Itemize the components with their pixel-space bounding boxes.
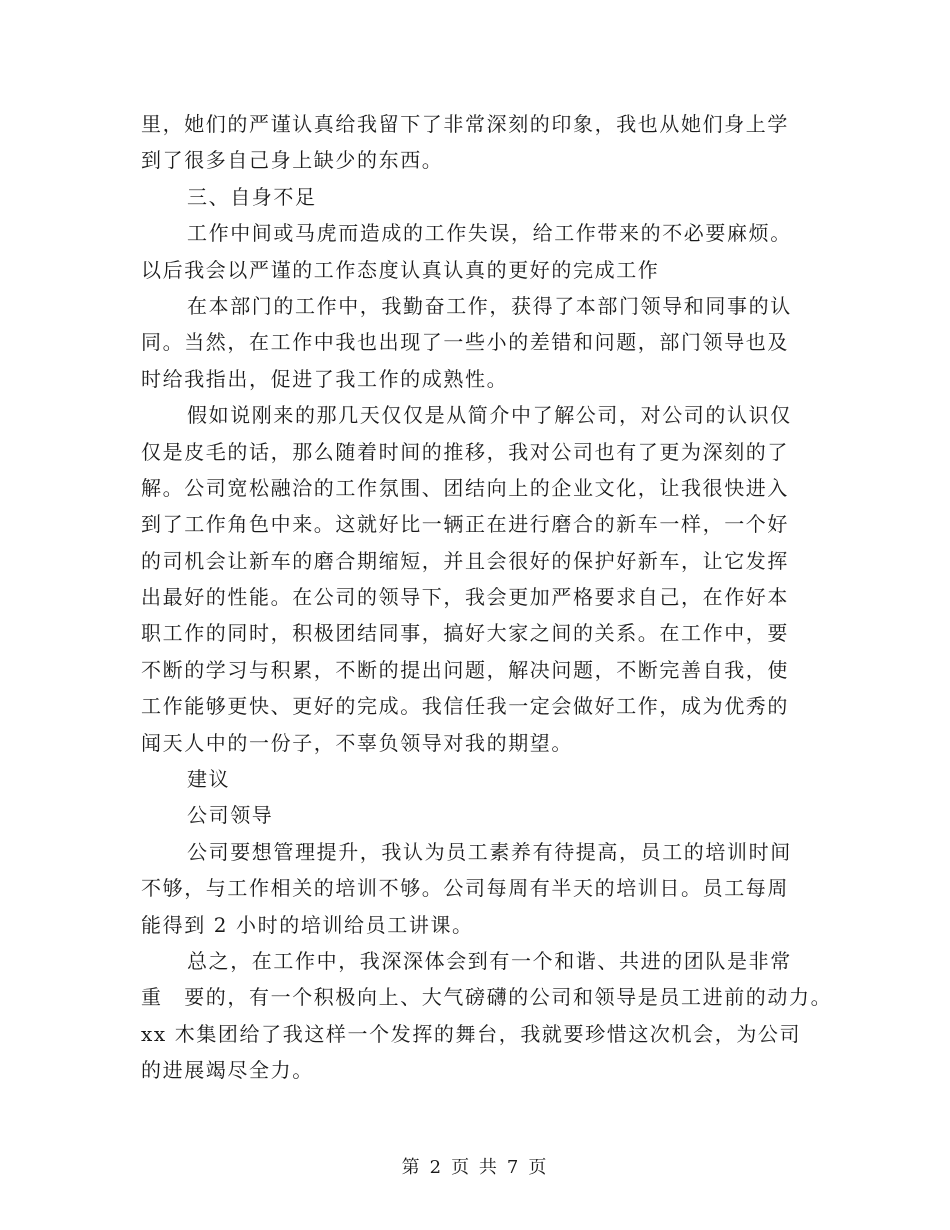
text-line: 公司领导 [187, 803, 274, 828]
text-line: 仅是皮毛的话，那么随着时间的推移，我对公司也有了更为深刻的了 [141, 439, 789, 464]
text-line: 工作中间或马虎而造成的工作失误，给工作带来的不必要麻烦。 [187, 221, 792, 246]
page-footer [0, 1153, 950, 1179]
text-line: 里，她们的严谨认真给我留下了非常深刻的印象，我也从她们身上学 [141, 112, 789, 136]
text-line: xx 木集团给了我这样一个发挥的舞台，我就要珍惜这次机会，为公司 [141, 1021, 802, 1046]
text-line: 到了很多自己身上缺少的东西。 [141, 148, 444, 173]
text-line: 假如说刚来的那几天仅仅是从简介中了解公司，对公司的认识仅 [187, 403, 792, 428]
text-line: 不断的学习与积累，不断的提出问题，解决问题，不断完善自我，使 [141, 657, 789, 682]
footer-total-pages: 7 [506, 1157, 521, 1178]
footer-page-number: 2 [429, 1157, 444, 1178]
document-body [141, 106, 831, 1089]
footer-prefix: 第 [401, 1157, 422, 1178]
text-line: 职工作的同时，积极团结同事，搞好大家之间的关系。在工作中，要 [141, 621, 789, 646]
text-line: 解。公司宽松融洽的工作氛围、团结向上的企业文化，让我很快进入 [141, 475, 789, 500]
text-line: 建议 [187, 767, 231, 792]
text-line: 时给我指出，促进了我工作的成熟性。 [141, 366, 509, 391]
text-line: 同。当然，在工作中我也出现了一些小的差错和问题，部门领导也及 [141, 330, 789, 355]
footer-middle: 页 共 [451, 1157, 499, 1178]
text-line: 以后我会以严谨的工作态度认真认真的更好的完成工作 [141, 257, 660, 282]
text-line: 的进展竭尽全力。 [141, 1058, 314, 1083]
text-line: 重 要的，有一个积极向上、大气磅礴的公司和领导是员工进前的动力。 [141, 985, 833, 1010]
footer-suffix: 页 [528, 1157, 549, 1178]
text-line: 三、自身不足 [187, 184, 317, 209]
text-line: 的司机会让新车的磨合期缩短，并且会很好的保护好新车，让它发挥 [141, 548, 789, 573]
text-line: 到了工作角色中来。这就好比一辆正在进行磨合的新车一样，一个好 [141, 512, 789, 537]
text-line: 总之，在工作中，我深深体会到有一个和谐、共进的团队是非常 [187, 948, 792, 973]
text-line: 出最好的性能。在公司的领导下，我会更加严格要求自己，在作好本 [141, 585, 789, 610]
text-line: 不够，与工作相关的培训不够。公司每周有半天的培训日。员工每周 [141, 876, 789, 901]
text-line: 工作能够更快、更好的完成。我信任我一定会做好工作，成为优秀的 [141, 694, 789, 719]
text-line: 公司要想管理提升，我认为员工素养有待提高，员工的培训时间 [187, 839, 792, 864]
text-line: 在本部门的工作中，我勤奋工作，获得了本部门领导和同事的认 [187, 293, 792, 318]
text-line: 能得到 2 小时的培训给员工讲课。 [141, 912, 474, 937]
text-line: 闻天人中的一份子，不辜负领导对我的期望。 [141, 730, 573, 755]
